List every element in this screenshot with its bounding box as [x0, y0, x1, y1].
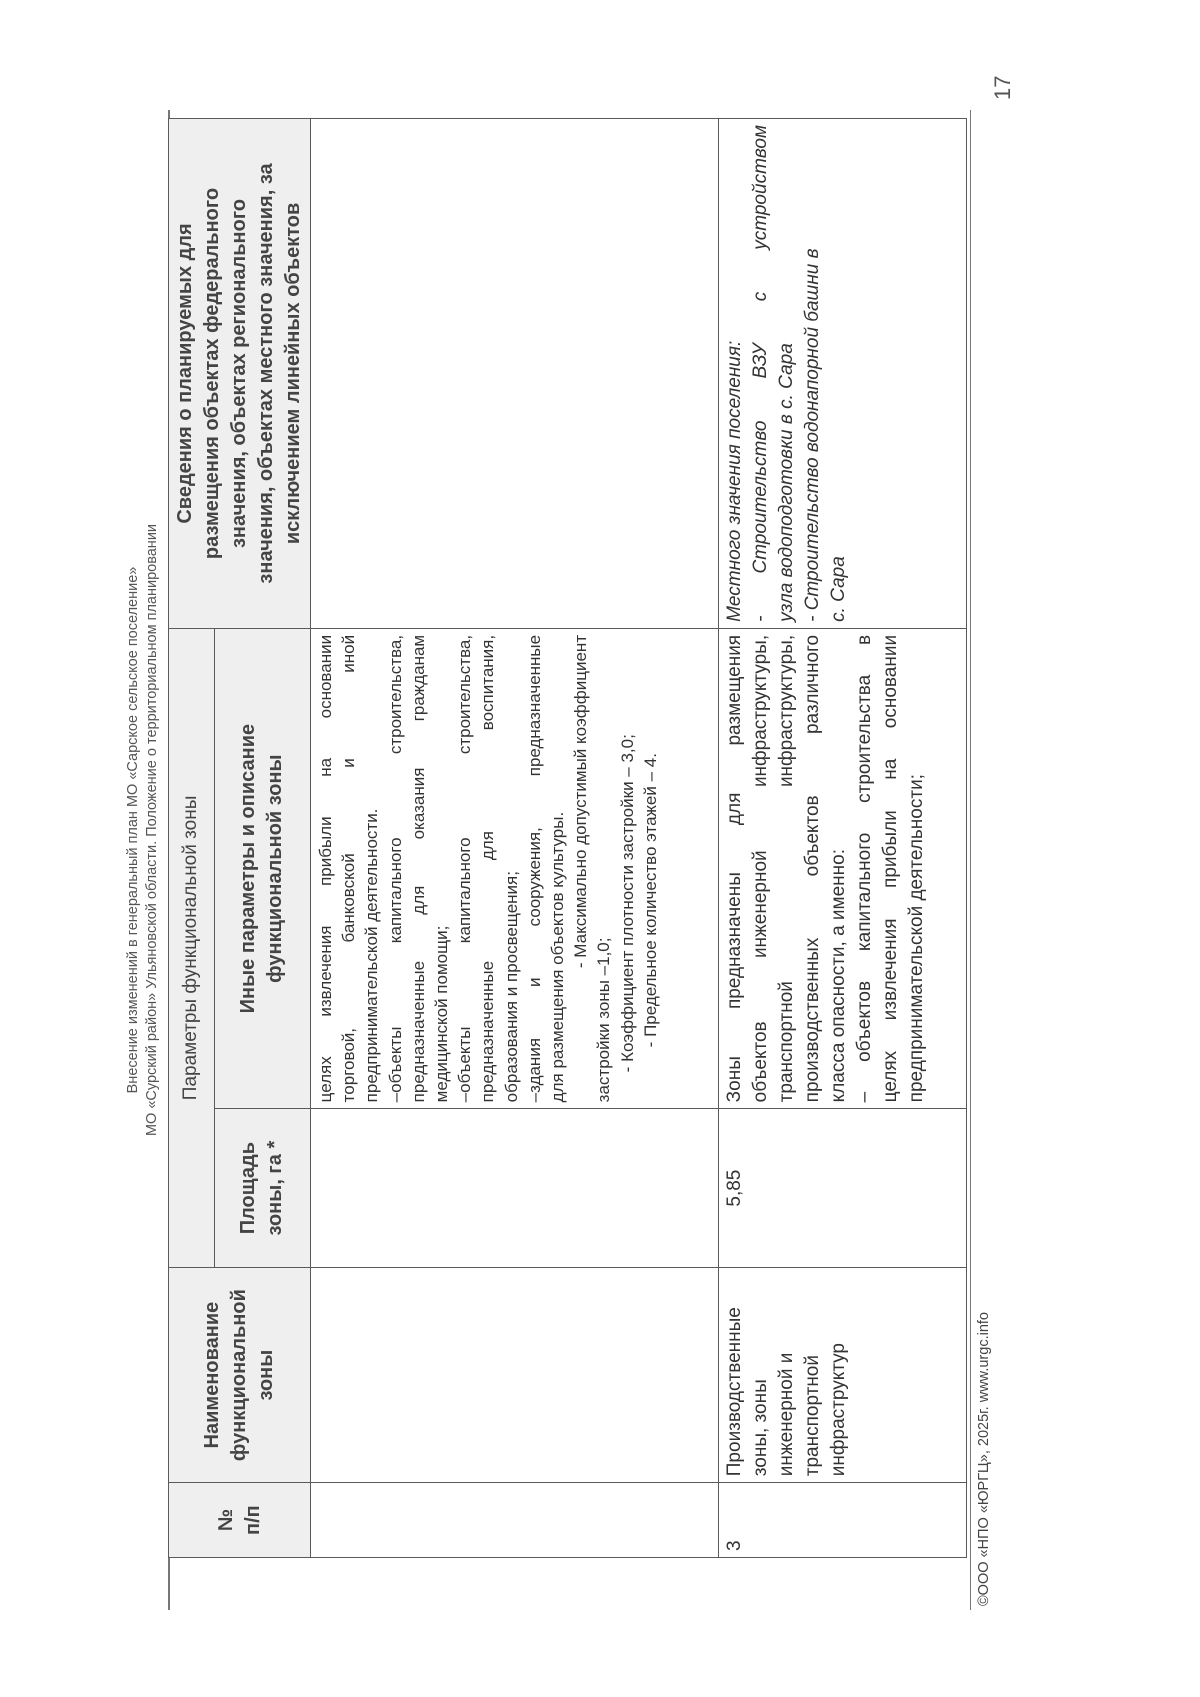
- col-header-planned-objects: Сведения о планируемых для размещения объектах федерального значения, объектах регионального значения, объектах местного значения, за исключением линейных объектов: [169, 119, 311, 629]
- row1-number-cell: [311, 1483, 719, 1558]
- row2-area-cell: 5,85: [719, 1109, 967, 1268]
- row2-params-cell: Зоны предназначены для размещения объектов инженерной инфраструктуры, транспортной инфраструктуры, производственных объектов различного класса опасности, а именно: – объектов капитального строительства в целях извлечения прибыли на основании предпринимательской деятельности;: [719, 628, 967, 1108]
- col-header-number: № п/п: [169, 1483, 311, 1558]
- document-page: [110, 50, 1110, 1610]
- page-number: 17: [990, 75, 1015, 100]
- row1-area-cell: [311, 1109, 719, 1268]
- footer-copyright: ©ООО «НПО «ЮРГЦ», 2025г. www.urgc.info: [976, 1312, 992, 1606]
- col-header-other-parameters: Иные параметры и описание функциональной зоны: [214, 628, 310, 1108]
- table-header-row: [169, 119, 215, 1558]
- running-header-line-1: Внесение изменений в генеральный план МО «Сарское сельское поселение»: [125, 566, 141, 1094]
- col-header-zone-name: Наименование функциональной зоны: [169, 1267, 311, 1482]
- functional-zones-table: [168, 118, 967, 1558]
- row1-planned-objects-cell: [311, 119, 719, 629]
- row2-planned-objects-cell: Местного значения поселения: - Строительство ВЗУ с устройством узла водоподготовки в с. Сара - Строительство водонапорной башни в с. Сара: [719, 119, 967, 629]
- col-header-area: Площадь зоны, га *: [214, 1109, 310, 1268]
- row2-number-cell: 3: [719, 1483, 967, 1558]
- table-row: [311, 119, 719, 1558]
- footer-rule: [970, 110, 971, 1610]
- running-header-line-2: МО «Сурский район» Ульяновской области. Положение о территориальном планировании: [144, 523, 160, 1137]
- table-row: [719, 119, 967, 1558]
- row2-name-cell: Производственные зоны, зоны инженерной и транспортной инфраструктур: [719, 1267, 967, 1482]
- row1-params-cell: целях извлечения прибыли на основании торговой, банковской и иной предпринимательской деятельности. –объекты капитального строительства, предназначенные для оказания гражданам медицинской помощи; –объекты капитального строительства, предназначенные для воспитания, образования и просвещения; –здания и сооружения, предназначенные для размещения объектов культуры. - Максимально допустимый коэффициент застройки зоны –1,0; - Коэффициент плотности застройки – 3,0; - Предельное количество этажей – 4.: [311, 628, 719, 1108]
- col-header-zone-parameters: Параметры функциональной зоны: [169, 628, 215, 1267]
- row1-name-cell: [311, 1267, 719, 1482]
